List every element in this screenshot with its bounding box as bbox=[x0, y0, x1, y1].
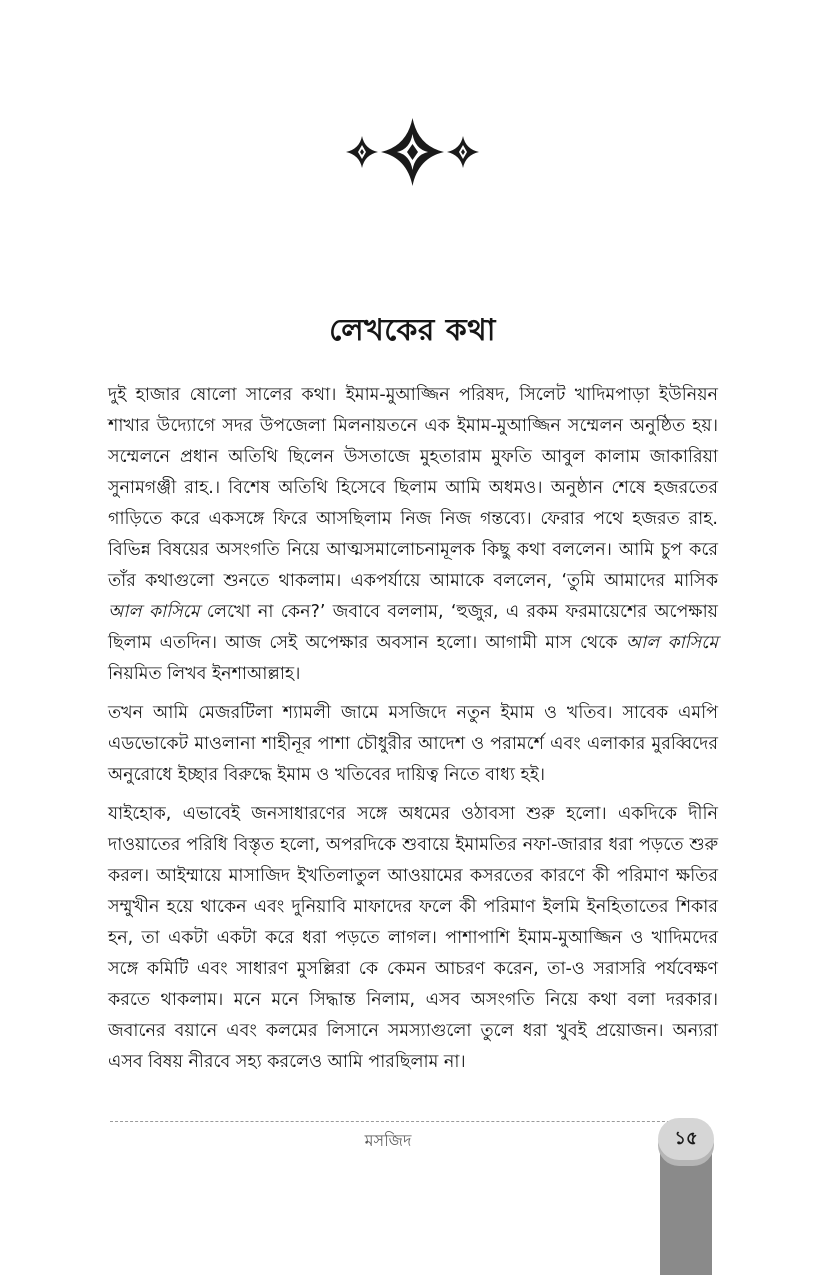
diamond-star-ornament-icon bbox=[340, 112, 485, 192]
running-footer-title: মসজিদ bbox=[364, 1131, 412, 1150]
paragraph-3: যাইহোক, এভাবেই জনসাধারণের সঙ্গে অধমের ওঠাবসা শুরু হলো। একদিকে দীনি দাওয়াতের পরিধি বিস্তৃত হলো, অপরদিকে শুবায়ে ইমামতির নফা-জারার ধরা পড়তে শুরু করল। আইম্মায়ে মাসাজিদ ইখতিলাতুল আওয়ামের কসরতের কারণে কী পরিমাণ ক্ষতির সম্মুখীন হয়ে থাকেন এবং দুনিয়াবি মাফাদের ফলে কী পরিমাণ ইলমি ইনহিতাতের শিকার হন, তা একটা একটা করে ধরা পড়তে লাগল। পাশাপাশি ইমাম-মুআজ্জিন ও খাদিমদের সঙ্গে কমিটি এবং সাধারণ মুসল্লিরা কে কেমন আচরণ করেন, তা-ও সরাসরি পর্যবেক্ষণ করতে থাকলাম। মনে মনে সিদ্ধান্ত নিলাম, এসব অসংগতি নিয়ে কথা বলা দরকার। জবানের বয়ানে এবং কলমের লিসানে সমস্যাগুলো তুলে ধরা খুবই প্রয়োজন। অন্যরা এসব বিষয় নীরবে সহ্য করলেও আমি পারছিলাম না। bbox=[108, 804, 718, 1072]
paragraph-1-part-1: দুই হাজার ষোলো সালের কথা। ইমাম-মুআজ্জিন পরিষদ, সিলেট খাদিমপাড়া ইউনিয়ন শাখার উদ্যোগে সদর উপজেলা মিলনায়তনে এক ইমাম-মুআজ্জিন সম্মেলন অনুষ্ঠিত হয়। সম্মেলনে প্রধান অতিথি ছিলেন উসতাজে মুহতারাম মুফতি আবুল কালাম জাকারিয়া সুনামগঞ্জী রাহ.। বিশেষ অতিথি হিসেবে ছিলাম আমি অধমও। অনুষ্ঠান শেষে হজরতের গাড়িতে করে একসঙ্গে ফিরে আসছিলাম নিজ নিজ গন্তব্যে। ফেরার পথে হজরত রাহ. বিভিন্ন বিষয়ের অসংগতি নিয়ে আত্মসমালোচনামূলক কিছু কথা বললেন। আমি চুপ করে তাঁর কথাগুলো শুনতে থাকলাম। একপর্যায়ে আমাকে বললেন, ‘তুমি আমাদের মাসিক bbox=[108, 385, 718, 591]
page-edge-tab bbox=[660, 1142, 712, 1275]
magazine-name: আল কাসিমে bbox=[108, 602, 200, 622]
paragraph-1 bbox=[108, 380, 718, 690]
page-title: লেখকের কথা bbox=[329, 313, 496, 348]
footer-divider bbox=[110, 1121, 680, 1122]
paragraph-1-part-3: নিয়মিত লিখব ইনশাআল্লাহ। bbox=[108, 664, 301, 684]
magazine-name: আল কাসিমে bbox=[625, 633, 718, 653]
body-text bbox=[108, 380, 718, 1086]
paragraph-1-part-2: লেখো না কেন?’ জবাবে বললাম, ‘হুজুর, এ রকম ফরমায়েশের অপেক্ষায় ছিলাম এতদিন। আজ সেই অপেক্ষার অবসান হলো। আগামী মাস থেকে bbox=[108, 602, 718, 653]
paragraph-2: তখন আমি মেজরটিলা শ্যামলী জামে মসজিদে নতুন ইমাম ও খতিব। সাবেক এমপি এডভোকেট মাওলানা শাহীনূর পাশা চৌধুরীর আদেশ ও পরামর্শে এবং এলাকার মুরব্বিদের অনুরোধে ইচ্ছার বিরুদ্ধে ইমাম ও খতিবের দায়িত্ব নিতে বাধ্য হই। bbox=[108, 703, 718, 785]
page-number: ১৫ bbox=[658, 1118, 714, 1160]
